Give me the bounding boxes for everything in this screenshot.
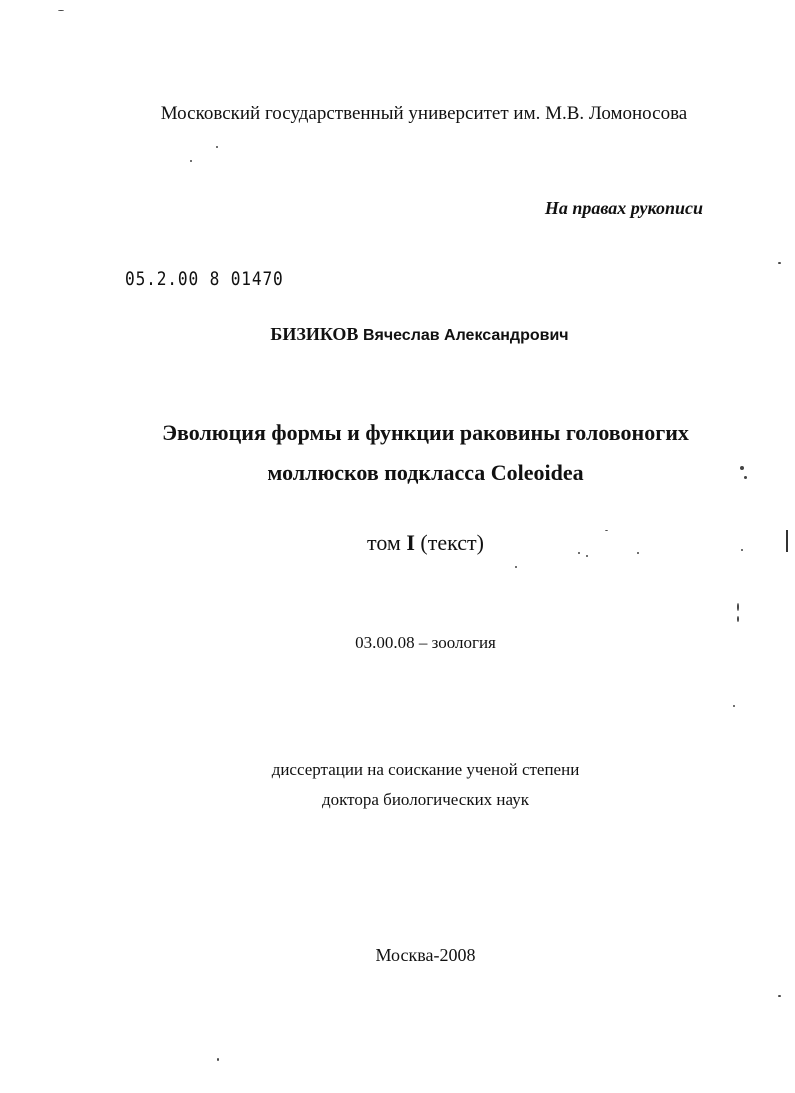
- scan-speck: [586, 555, 588, 557]
- author-name: [22, 324, 795, 345]
- city-year: Москва-2008: [375, 945, 476, 965]
- volume-suffix: (текст): [420, 530, 484, 555]
- volume-prefix: том: [367, 530, 401, 555]
- degree-line-1: диссертации на соискание ученой степени: [271, 760, 580, 779]
- university-name: Московский государственный университет им. М.В. Ломоносова: [160, 103, 688, 124]
- scan-speck: [605, 530, 608, 531]
- author-surname: БИЗИКОВ: [270, 324, 359, 344]
- scan-speck: [778, 262, 781, 264]
- scan-speck: [778, 995, 781, 997]
- scan-speck: [216, 146, 218, 148]
- manuscript-note: На правах рукописи: [544, 198, 703, 218]
- scan-speck: [741, 549, 743, 551]
- specialty-code: 03.00.08 – зоология: [355, 633, 496, 652]
- scan-speck: [190, 160, 192, 162]
- degree-line-2: доктора биологических наук: [322, 790, 529, 809]
- scan-speck: [578, 552, 580, 554]
- stamp-number: 05.2.00 8 01470: [125, 268, 284, 290]
- volume-number: I: [406, 530, 415, 555]
- scan-speck: [637, 552, 639, 554]
- scan-speck: [515, 566, 517, 568]
- volume-label: [28, 530, 795, 556]
- scan-speck: [744, 476, 747, 479]
- dissertation-title-line-1: Эволюция формы и функции раковины головоногих: [162, 420, 689, 445]
- scan-edge-mark: [786, 530, 788, 552]
- scan-speck: [217, 1058, 219, 1061]
- scan-speck: [740, 466, 744, 470]
- author-given-names: Вячеслав Александрович: [362, 327, 569, 344]
- scan-speck: [737, 603, 739, 611]
- scan-speck: [737, 616, 739, 622]
- dissertation-title-line-2: моллюсков подкласса Coleoidea: [267, 460, 584, 485]
- scan-speck: [733, 705, 735, 707]
- scan-speck: [58, 10, 64, 11]
